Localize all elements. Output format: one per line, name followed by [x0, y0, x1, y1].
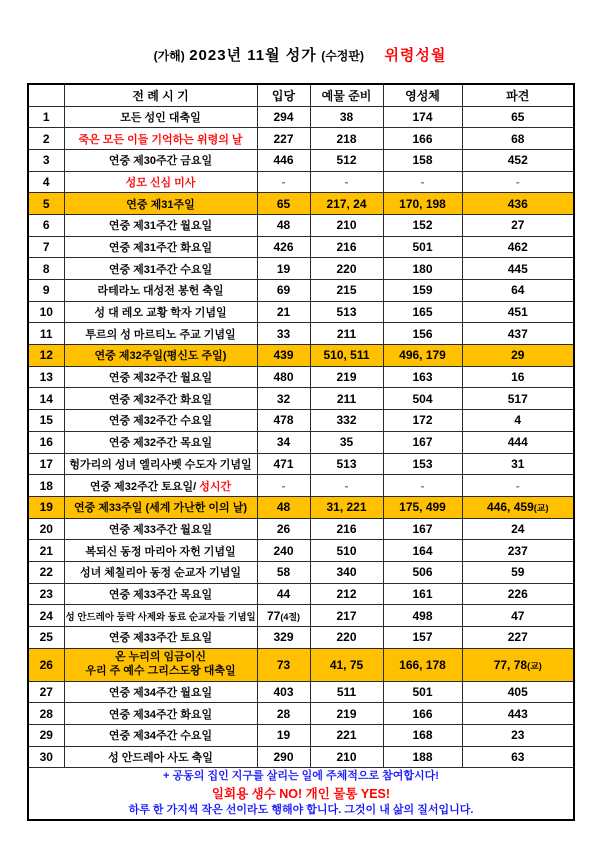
cell-entrance: 227 — [257, 128, 310, 150]
cell-num: 9 — [28, 280, 64, 302]
cell-period: 연중 제32주간 월요일 — [64, 366, 257, 388]
cell-entrance: 32 — [257, 388, 310, 410]
cell-dismissal: 64 — [462, 280, 574, 302]
cell-entrance: 28 — [257, 703, 310, 725]
cell-dismissal: 452 — [462, 149, 574, 171]
cell-period: 죽은 모든 이들 기억하는 위령의 날 — [64, 128, 257, 150]
cell-offering: 216 — [310, 236, 383, 258]
footer-note — [28, 768, 574, 820]
cell-offering: 35 — [310, 431, 383, 453]
cell-num: 21 — [28, 540, 64, 562]
table-row — [28, 453, 574, 475]
cell-num: 28 — [28, 703, 64, 725]
cell-period: 성 안드레아 사도 축일 — [64, 746, 257, 768]
title-memorial-month: 위령성월 — [384, 47, 447, 64]
table-row — [28, 258, 574, 280]
table-row — [28, 280, 574, 302]
cell-offering: - — [310, 171, 383, 193]
cell-entrance: 290 — [257, 746, 310, 768]
cell-communion: 172 — [383, 410, 462, 432]
cell-dismissal: 65 — [462, 106, 574, 128]
cell-num: 14 — [28, 388, 64, 410]
cell-communion: 165 — [383, 301, 462, 323]
cell-offering: 211 — [310, 323, 383, 345]
cell-communion: 167 — [383, 431, 462, 453]
cell-num: 17 — [28, 453, 64, 475]
table-row — [28, 431, 574, 453]
cell-entrance: 77(4절) — [257, 605, 310, 627]
cell-period: 연중 제32주간 목요일 — [64, 431, 257, 453]
table-row — [28, 149, 574, 171]
table-row — [28, 410, 574, 432]
col-header-entrance: 입당 — [257, 84, 310, 106]
cell-communion: 156 — [383, 323, 462, 345]
cell-offering: 215 — [310, 280, 383, 302]
cell-offering: 41, 75 — [310, 648, 383, 681]
title-main: 2023년 11월 성가 — [189, 47, 317, 64]
cell-entrance: 48 — [257, 214, 310, 236]
cell-offering: 220 — [310, 627, 383, 649]
cell-dismissal: 77, 78(교) — [462, 648, 574, 681]
footer-note-line1: + 공동의 집인 지구를 살리는 일에 주체적으로 참여합시다! — [163, 769, 439, 782]
cell-communion: 498 — [383, 605, 462, 627]
cell-entrance: 26 — [257, 518, 310, 540]
cell-period: 투르의 성 마르티노 주교 기념일 — [64, 323, 257, 345]
table-row — [28, 193, 574, 215]
cell-num: 7 — [28, 236, 64, 258]
table-row — [28, 746, 574, 768]
cell-num: 5 — [28, 193, 64, 215]
cell-communion: 152 — [383, 214, 462, 236]
table-row — [28, 388, 574, 410]
hymn-schedule-table — [27, 83, 575, 821]
cell-offering: 511 — [310, 681, 383, 703]
table-row — [28, 561, 574, 583]
cell-num: 18 — [28, 475, 64, 497]
cell-dismissal: 437 — [462, 323, 574, 345]
cell-dismissal: 226 — [462, 583, 574, 605]
cell-num: 2 — [28, 128, 64, 150]
cell-period: 복되신 동정 마리아 자헌 기념일 — [64, 540, 257, 562]
cell-entrance: 65 — [257, 193, 310, 215]
table-row — [28, 171, 574, 193]
table-row — [28, 366, 574, 388]
cell-num: 24 — [28, 605, 64, 627]
table-row — [28, 648, 574, 681]
table-row — [28, 106, 574, 128]
cell-num: 27 — [28, 681, 64, 703]
cell-offering: 219 — [310, 366, 383, 388]
cell-communion: 157 — [383, 627, 462, 649]
cell-period: 연중 제34주간 월요일 — [64, 681, 257, 703]
cell-period: 연중 제31주간 수요일 — [64, 258, 257, 280]
cell-dismissal: - — [462, 475, 574, 497]
table-row — [28, 681, 574, 703]
table-row — [28, 605, 574, 627]
cell-offering: 31, 221 — [310, 496, 383, 518]
cell-communion: 506 — [383, 561, 462, 583]
table-row — [28, 301, 574, 323]
cell-period: 모든 성인 대축일 — [64, 106, 257, 128]
cell-offering: 510 — [310, 540, 383, 562]
cell-num: 11 — [28, 323, 64, 345]
cell-period: 연중 제31주간 월요일 — [64, 214, 257, 236]
footer-note-line3: 하루 한 가지씩 작은 선이라도 행해야 합니다. 그것이 내 삶의 질서입니다. — [128, 803, 474, 816]
cell-num: 16 — [28, 431, 64, 453]
cell-communion: 504 — [383, 388, 462, 410]
cell-num: 12 — [28, 345, 64, 367]
cell-num: 29 — [28, 725, 64, 747]
cell-entrance: 19 — [257, 725, 310, 747]
cell-communion: 158 — [383, 149, 462, 171]
cell-dismissal: 405 — [462, 681, 574, 703]
cell-period: 연중 제31주일 — [64, 193, 257, 215]
table-row — [28, 128, 574, 150]
table-row — [28, 583, 574, 605]
cell-offering: 513 — [310, 453, 383, 475]
cell-period: 연중 제30주간 금요일 — [64, 149, 257, 171]
cell-entrance: 329 — [257, 627, 310, 649]
cell-dismissal: 443 — [462, 703, 574, 725]
footer-note-line2: 일회용 생수 NO! 개인 물통 YES! — [211, 786, 391, 801]
cell-entrance: 19 — [257, 258, 310, 280]
cell-communion: 166 — [383, 703, 462, 725]
cell-offering: 212 — [310, 583, 383, 605]
cell-entrance: 478 — [257, 410, 310, 432]
cell-num: 25 — [28, 627, 64, 649]
cell-communion: 166 — [383, 128, 462, 150]
cell-dismissal: 451 — [462, 301, 574, 323]
cell-offering: 211 — [310, 388, 383, 410]
cell-communion: 496, 179 — [383, 345, 462, 367]
cell-num: 26 — [28, 648, 64, 681]
cell-entrance: 69 — [257, 280, 310, 302]
cell-period: 연중 제33주간 토요일 — [64, 627, 257, 649]
col-header-period: 전 례 시 기 — [64, 84, 257, 106]
cell-period: 연중 제32주간 토요일/ 성시간 — [64, 475, 257, 497]
cell-num: 6 — [28, 214, 64, 236]
cell-dismissal: 24 — [462, 518, 574, 540]
cell-dismissal: 47 — [462, 605, 574, 627]
cell-num: 20 — [28, 518, 64, 540]
table-row — [28, 725, 574, 747]
cell-communion: 180 — [383, 258, 462, 280]
cell-period: 연중 제34주간 화요일 — [64, 703, 257, 725]
table-row — [28, 703, 574, 725]
table-row — [28, 345, 574, 367]
cell-communion: 166, 178 — [383, 648, 462, 681]
table-row — [28, 496, 574, 518]
cell-offering: 219 — [310, 703, 383, 725]
page-title — [0, 44, 600, 65]
cell-period: 헝가리의 성녀 엘리사벳 수도자 기념일 — [64, 453, 257, 475]
cell-communion: 164 — [383, 540, 462, 562]
cell-num: 30 — [28, 746, 64, 768]
col-header-num — [28, 84, 64, 106]
cell-offering: - — [310, 475, 383, 497]
cell-offering: 218 — [310, 128, 383, 150]
header-row — [28, 84, 574, 106]
cell-dismissal: 27 — [462, 214, 574, 236]
cell-communion: 175, 499 — [383, 496, 462, 518]
cell-num: 10 — [28, 301, 64, 323]
table-row — [28, 475, 574, 497]
cell-dismissal: - — [462, 171, 574, 193]
cell-entrance: 294 — [257, 106, 310, 128]
cell-period: 성모 신심 미사 — [64, 171, 257, 193]
cell-entrance: - — [257, 475, 310, 497]
cell-dismissal: 462 — [462, 236, 574, 258]
col-header-communion: 영성체 — [383, 84, 462, 106]
cell-dismissal: 4 — [462, 410, 574, 432]
cell-communion: 153 — [383, 453, 462, 475]
cell-dismissal: 517 — [462, 388, 574, 410]
cell-entrance: 21 — [257, 301, 310, 323]
cell-communion: - — [383, 171, 462, 193]
cell-offering: 216 — [310, 518, 383, 540]
cell-communion: - — [383, 475, 462, 497]
cell-entrance: 58 — [257, 561, 310, 583]
cell-entrance: 44 — [257, 583, 310, 605]
table-row — [28, 540, 574, 562]
hymn-schedule-table-wrap — [27, 83, 575, 821]
cell-dismissal: 227 — [462, 627, 574, 649]
cell-offering: 510, 511 — [310, 345, 383, 367]
cell-offering: 220 — [310, 258, 383, 280]
cell-entrance: 439 — [257, 345, 310, 367]
cell-dismissal: 68 — [462, 128, 574, 150]
cell-dismissal: 445 — [462, 258, 574, 280]
cell-communion: 501 — [383, 236, 462, 258]
cell-entrance: 403 — [257, 681, 310, 703]
cell-offering: 513 — [310, 301, 383, 323]
cell-period: 연중 제31주간 화요일 — [64, 236, 257, 258]
cell-num: 22 — [28, 561, 64, 583]
cell-dismissal: 16 — [462, 366, 574, 388]
cell-period: 연중 제33주간 목요일 — [64, 583, 257, 605]
cell-dismissal: 436 — [462, 193, 574, 215]
table-row — [28, 323, 574, 345]
cell-communion: 168 — [383, 725, 462, 747]
cell-communion: 163 — [383, 366, 462, 388]
footer-row — [28, 768, 574, 820]
cell-dismissal: 59 — [462, 561, 574, 583]
cell-communion: 174 — [383, 106, 462, 128]
cell-num: 19 — [28, 496, 64, 518]
cell-communion: 170, 198 — [383, 193, 462, 215]
cell-entrance: 48 — [257, 496, 310, 518]
table-body — [28, 106, 574, 768]
cell-period: 연중 제33주일 (세계 가난한 이의 날) — [64, 496, 257, 518]
cell-dismissal: 446, 459(교) — [462, 496, 574, 518]
col-header-offering: 예물 준비 — [310, 84, 383, 106]
cell-dismissal: 63 — [462, 746, 574, 768]
cell-offering: 221 — [310, 725, 383, 747]
cell-period: 온 누리의 임금이신 우리 주 예수 그리스도왕 대축일 — [64, 648, 257, 681]
cell-num: 23 — [28, 583, 64, 605]
cell-communion: 159 — [383, 280, 462, 302]
cell-communion: 167 — [383, 518, 462, 540]
cell-period: 성녀 체칠리아 동정 순교자 기념일 — [64, 561, 257, 583]
cell-communion: 501 — [383, 681, 462, 703]
table-row — [28, 214, 574, 236]
cell-period: 연중 제32주간 수요일 — [64, 410, 257, 432]
cell-entrance: 446 — [257, 149, 310, 171]
cell-offering: 340 — [310, 561, 383, 583]
cell-offering: 217, 24 — [310, 193, 383, 215]
title-year-cycle: (가해) — [153, 49, 185, 63]
cell-period: 연중 제32주일(평신도 주일) — [64, 345, 257, 367]
cell-period: 성 안드레아 둥락 사제와 동료 순교자들 기념일 — [64, 605, 257, 627]
cell-offering: 38 — [310, 106, 383, 128]
cell-entrance: - — [257, 171, 310, 193]
cell-entrance: 426 — [257, 236, 310, 258]
cell-entrance: 34 — [257, 431, 310, 453]
col-header-dismissal: 파견 — [462, 84, 574, 106]
cell-dismissal: 444 — [462, 431, 574, 453]
cell-dismissal: 31 — [462, 453, 574, 475]
table-row — [28, 236, 574, 258]
cell-entrance: 471 — [257, 453, 310, 475]
cell-num: 8 — [28, 258, 64, 280]
cell-num: 4 — [28, 171, 64, 193]
cell-offering: 210 — [310, 214, 383, 236]
cell-communion: 161 — [383, 583, 462, 605]
cell-period: 라테라노 대성전 봉헌 축일 — [64, 280, 257, 302]
cell-num: 15 — [28, 410, 64, 432]
cell-offering: 217 — [310, 605, 383, 627]
cell-offering: 332 — [310, 410, 383, 432]
cell-entrance: 480 — [257, 366, 310, 388]
cell-num: 13 — [28, 366, 64, 388]
cell-communion: 188 — [383, 746, 462, 768]
cell-dismissal: 29 — [462, 345, 574, 367]
cell-num: 3 — [28, 149, 64, 171]
cell-entrance: 240 — [257, 540, 310, 562]
cell-dismissal: 237 — [462, 540, 574, 562]
cell-dismissal: 23 — [462, 725, 574, 747]
cell-entrance: 73 — [257, 648, 310, 681]
cell-period: 성 대 레오 교황 학자 기념일 — [64, 301, 257, 323]
cell-offering: 512 — [310, 149, 383, 171]
cell-entrance: 33 — [257, 323, 310, 345]
table-row — [28, 627, 574, 649]
cell-num: 1 — [28, 106, 64, 128]
table-row — [28, 518, 574, 540]
cell-offering: 210 — [310, 746, 383, 768]
cell-period: 연중 제33주간 월요일 — [64, 518, 257, 540]
title-edition: (수정판) — [321, 49, 364, 63]
cell-period: 연중 제34주간 수요일 — [64, 725, 257, 747]
cell-period: 연중 제32주간 화요일 — [64, 388, 257, 410]
